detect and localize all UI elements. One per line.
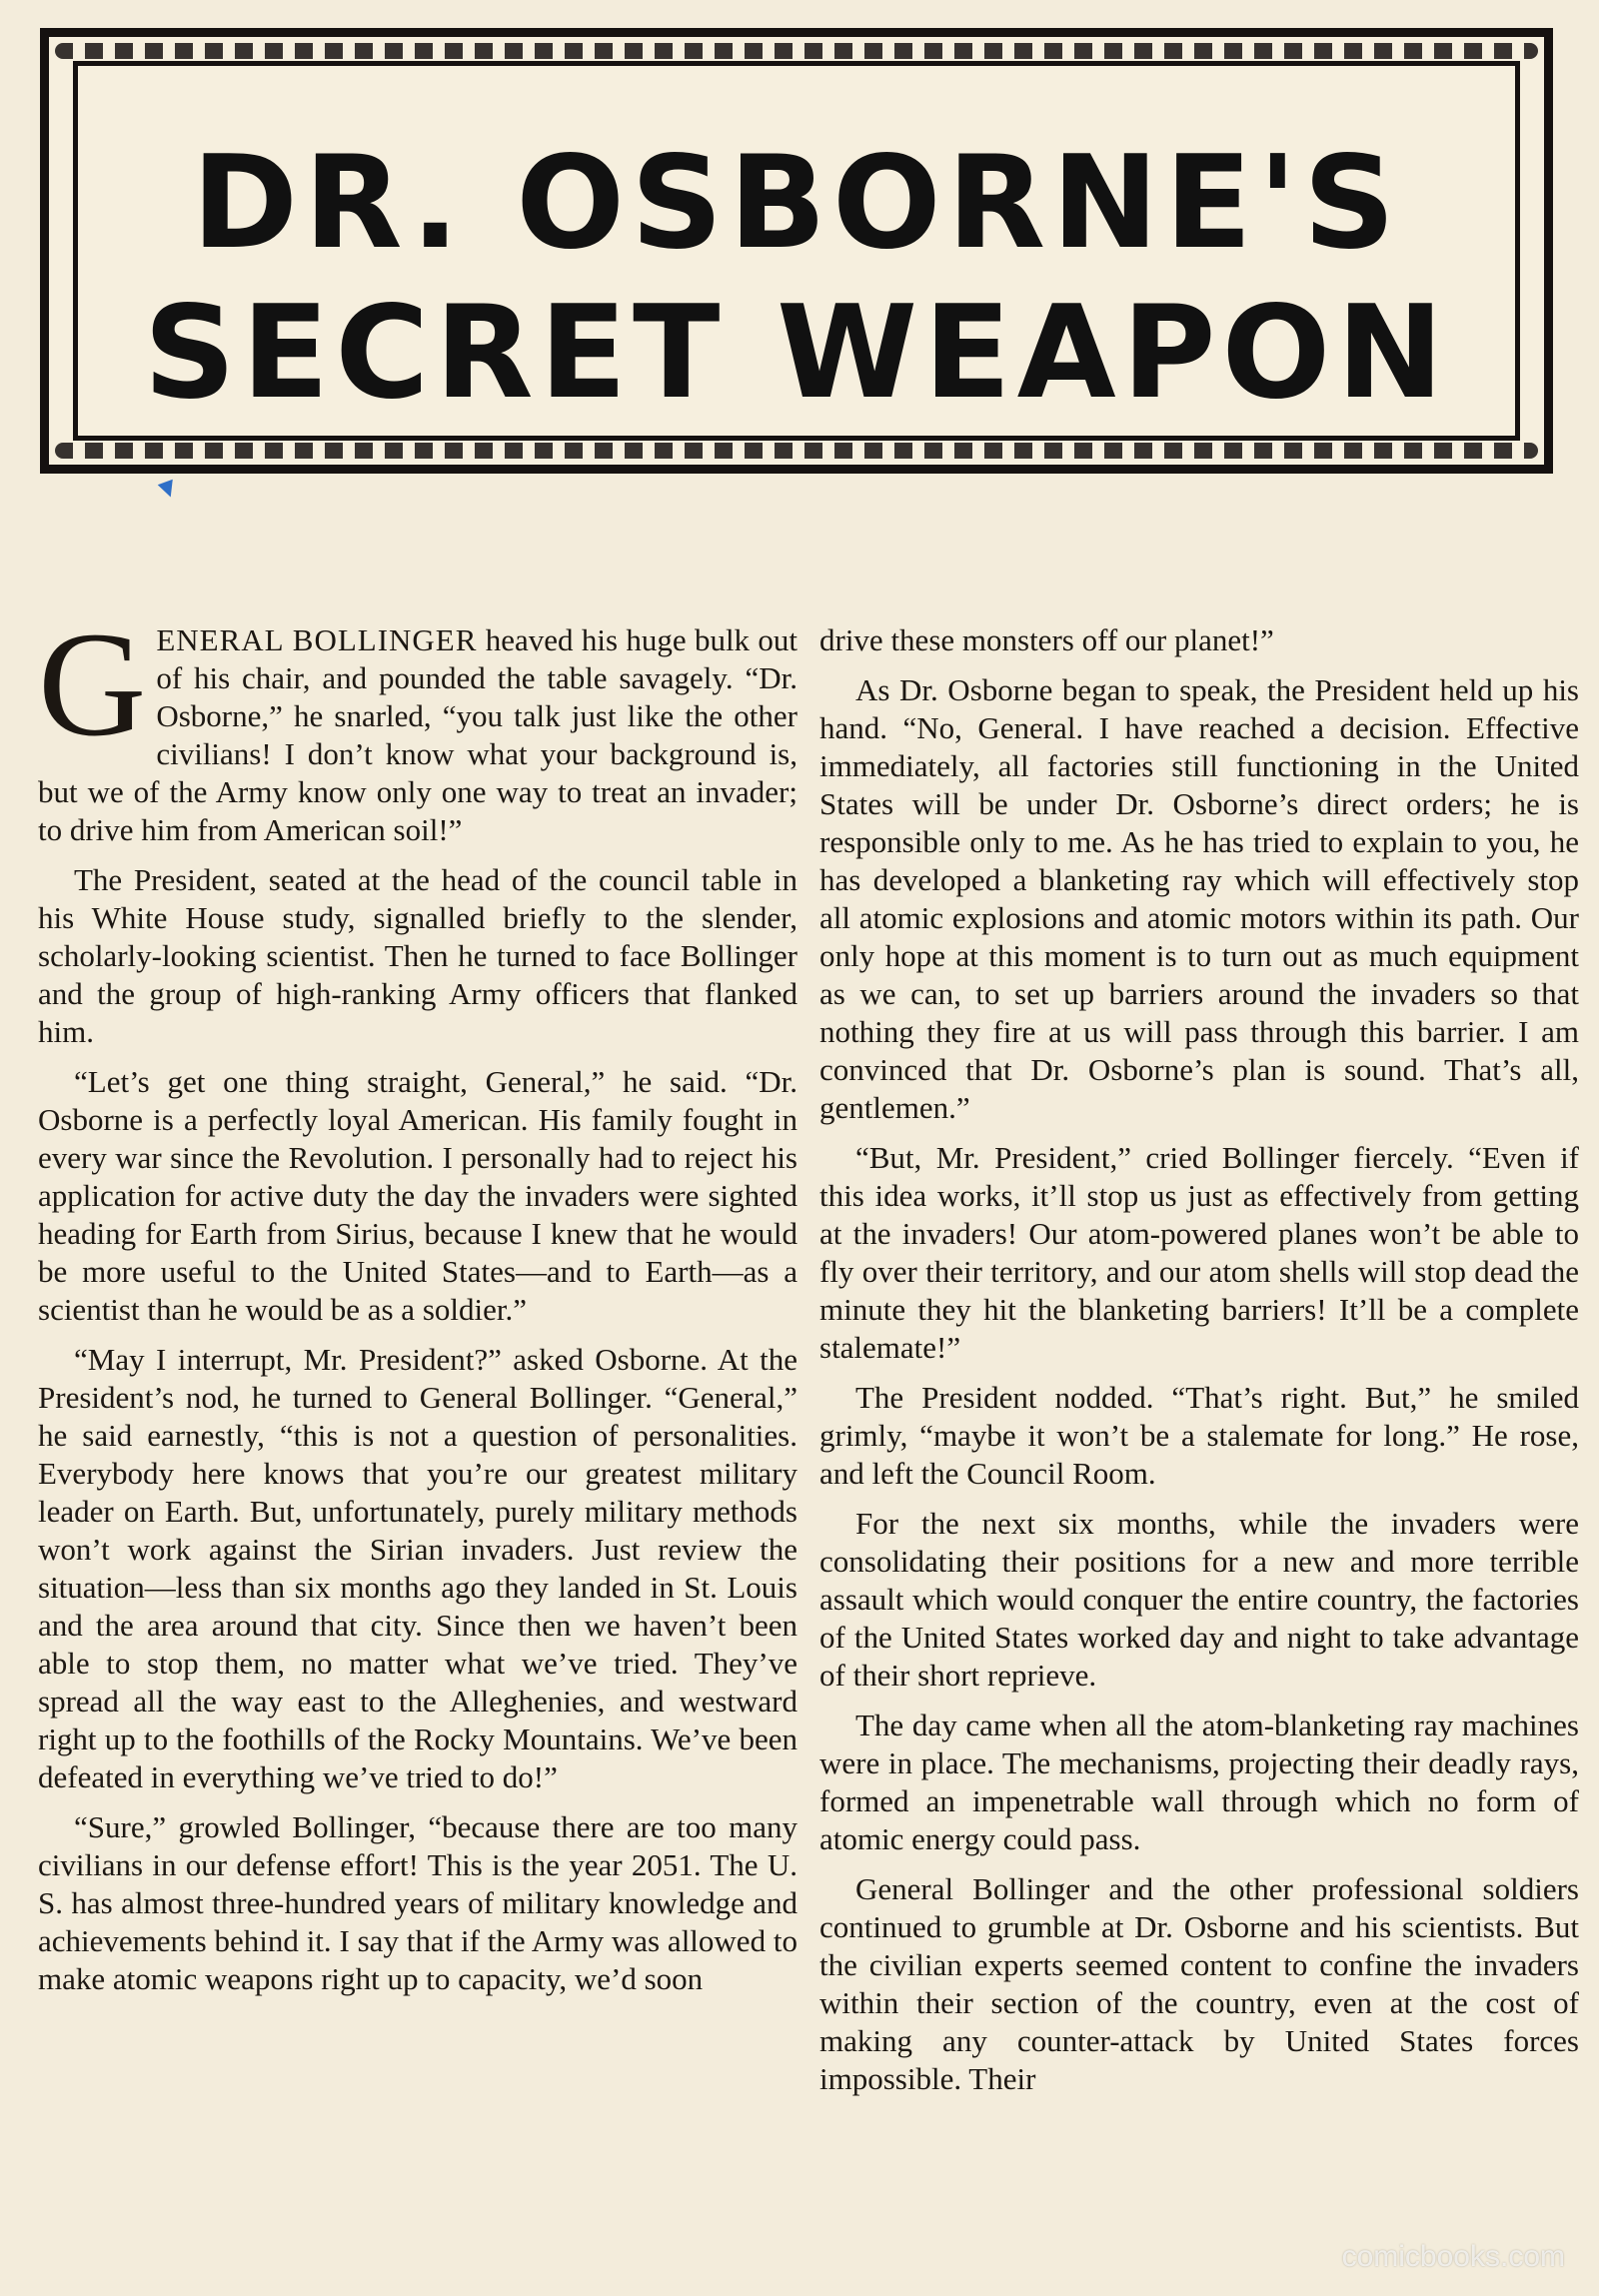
- paragraph-1-text: heaved his huge bulk out of his chair, and pounded the table savagely. “Dr. Osborne,” he snarled, “you talk just like the other civilians! I don’t know what your background is, but we of the Army know only one way to treat an invader; to drive him from American soil!”: [38, 622, 798, 847]
- story-title: DR. OSBORNE'S SECRET WEAPON: [143, 129, 1450, 428]
- blue-mark: [158, 480, 179, 501]
- paragraph-7: “But, Mr. President,” cried Bollinger fiercely. “Even if this idea works, it’ll stop us just as effectively from getting at the invaders! Our atom-powered planes won’t be able to fly over their territory, and our atom shells will stop dead the minute they hit the blanketing barriers! It’ll be a complete stalemate!”: [819, 1140, 1579, 1365]
- left-column: [38, 601, 798, 2010]
- paragraph-3: “Let’s get one thing straight, General,” he said. “Dr. Osborne is a perfectly loyal American. His family fought in every war since the Revolution. I personally had to reject his application for active duty the day the invaders were sighted heading for Earth from Sirius, because I knew that he would be more useful to the United States—and to Earth—as a scientist than he would be as a soldier.”: [38, 1064, 798, 1327]
- paragraph-5: “Sure,” growled Bollinger, “because there are too many civilians in our defense effort! This is the year 2051. The U. S. has almost three-hundred years of military knowledge and achievements behind it. I say that if the Army was allowed to make atomic weapons right up to capacity, we’d soon: [38, 1809, 798, 1996]
- paragraph-10: The day came when all the atom-blanketing ray machines were in place. The mechanisms, projecting their deadly rays, formed an impenetrable wall through which no form of atomic energy could pass.: [819, 1708, 1579, 1856]
- drop-cap: G: [38, 601, 147, 767]
- paragraph-6: As Dr. Osborne began to speak, the President held up his hand. “No, General. I have reached a decision. Effective immediately, all factories still functioning in the United States will be under Dr. Osborne’s direct orders; he is responsible only to me. As he has tried to explain to you, he has developed a blanketing ray which will effectively stop all atomic explosions and atomic motors within its path. Our only hope at this moment is to turn out as much equipment as we can, to set up barriers around the invaders so that nothing they fire at us will pass through this barrier. I am convinced that Dr. Osborne’s plan is sound. That’s all, gentlemen.”: [819, 672, 1579, 1125]
- paragraph-11: General Bollinger and the other professional soldiers continued to grumble at Dr. Osborne and his scientists. But the civilian experts seemed content to confine the invaders within their section of the country, even at the cost of making any counter-attack by United States forces impossible. Their: [819, 1871, 1579, 2096]
- right-column: [819, 621, 1579, 2110]
- paragraph-2: The President, seated at the head of the council table in his White House study, signalled briefly to the slender, scholarly-looking scientist. Then he turned to face Bollinger and the group of high-ranking Army officers that flanked him.: [38, 862, 798, 1049]
- title-banner: [40, 28, 1553, 474]
- watermark: comicbooks.com: [1341, 2240, 1565, 2273]
- lead-caps: ENERAL BOLLINGER: [156, 622, 478, 657]
- paragraph-8: The President nodded. “That’s right. But,” he smiled grimly, “maybe it won’t be a stalemate for long.” He rose, and left the Council Room.: [819, 1380, 1579, 1491]
- paragraph-9: For the next six months, while the invaders were consolidating their positions for a new and more terrible assault which would conquer the entire country, the factories of the United States worked day and night to take advantage of their short reprieve.: [819, 1506, 1579, 1693]
- paragraph-1: [38, 601, 798, 849]
- paragraph-4: “May I interrupt, Mr. President?” asked Osborne. At the President’s nod, he turned to General Bollinger. “General,” he said earnestly, “this is not a question of personalities. Everybody here knows that you’re our greatest military leader on Earth. But, unfortunately, purely military methods won’t work against the Sirian invaders. Just review the situation—less than six months ago they landed in St. Louis and the area around that city. Since then we haven’t been able to stop them, no matter what we’ve tried. They’ve spread all the way east to the Alleghenies, and westward right up to the foothills of the Rocky Mountains. We’ve been defeated in everything we’ve tried to do!”: [38, 1342, 798, 1794]
- paragraph-continuation: drive these monsters off our planet!”: [819, 622, 1274, 657]
